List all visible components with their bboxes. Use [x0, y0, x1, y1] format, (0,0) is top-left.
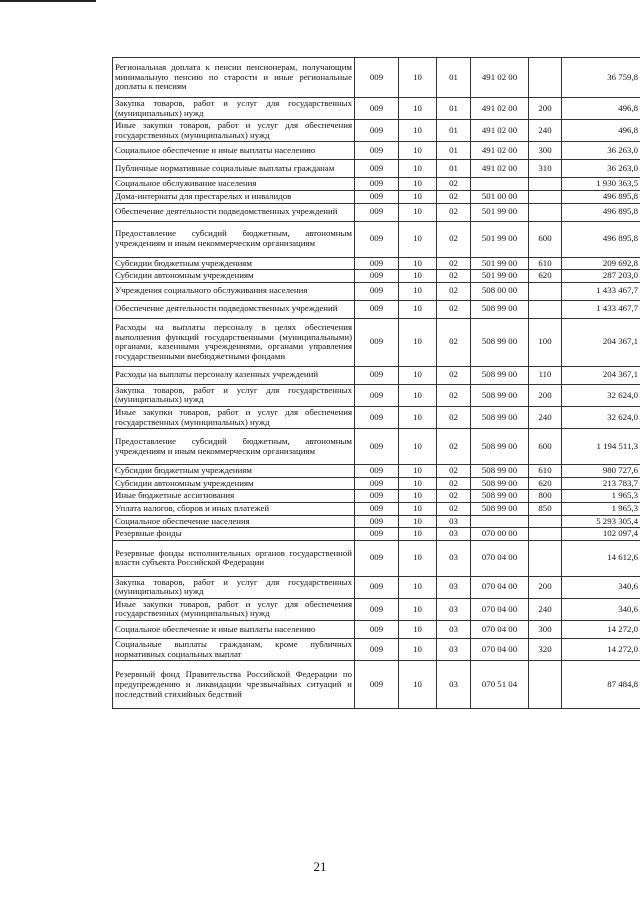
row-name: Резервный фонд Правительства Российской Федерации по предупреждению и ликвидации чрезвычайных ситуаций и последствий стихийных бедствий	[113, 661, 355, 709]
target-article: 508 99 00	[471, 384, 529, 406]
section-code: 10	[399, 203, 437, 221]
target-article: 508 99 00	[471, 366, 529, 384]
amount: 5 293 305,4	[562, 515, 640, 528]
expense-type	[529, 528, 562, 541]
table-row	[113, 515, 640, 528]
target-article	[471, 515, 529, 528]
ved-code: 009	[355, 98, 399, 120]
amount: 204 367,1	[562, 318, 640, 366]
section-code: 10	[399, 465, 437, 478]
section-code: 10	[399, 300, 437, 318]
target-article: 070 04 00	[471, 540, 529, 576]
table-row	[113, 160, 640, 178]
amount: 340,6	[562, 576, 640, 598]
ved-code: 009	[355, 120, 399, 142]
target-article: 501 99 00	[471, 270, 529, 283]
target-article: 508 99 00	[471, 465, 529, 478]
ved-code: 009	[355, 282, 399, 300]
table-row	[113, 384, 640, 406]
target-article: 508 99 00	[471, 429, 529, 465]
amount: 32 624,0	[562, 384, 640, 406]
expense-type	[529, 515, 562, 528]
section-code: 10	[399, 528, 437, 541]
section-code: 10	[399, 621, 437, 639]
subsection-code: 03	[437, 540, 471, 576]
row-name: Субсидии автономным учреждениям	[113, 270, 355, 283]
row-name: Публичные нормативные социальные выплаты гражданам	[113, 160, 355, 178]
table-row	[113, 282, 640, 300]
table-row	[113, 528, 640, 541]
section-code: 10	[399, 221, 437, 257]
ved-code: 009	[355, 540, 399, 576]
amount: 36 759,8	[562, 58, 640, 98]
expense-type: 240	[529, 120, 562, 142]
ved-code: 009	[355, 406, 399, 428]
expense-type: 610	[529, 257, 562, 270]
target-article: 508 99 00	[471, 318, 529, 366]
table-row	[113, 257, 640, 270]
amount: 36 263,0	[562, 142, 640, 160]
ved-code: 009	[355, 639, 399, 661]
table-row	[113, 300, 640, 318]
amount: 204 367,1	[562, 366, 640, 384]
section-code: 10	[399, 661, 437, 709]
target-article: 491 02 00	[471, 142, 529, 160]
subsection-code: 02	[437, 490, 471, 503]
expense-type: 100	[529, 318, 562, 366]
row-name: Закупка товаров, работ и услуг для государственных (муниципальных) нужд	[113, 98, 355, 120]
section-code: 10	[399, 477, 437, 490]
row-name: Расходы на выплаты персоналу в целях обеспечения выполнения функций государственными (муниципальными) органами, казенными учреждениями, органами управления государственными внебюджетными фондами	[113, 318, 355, 366]
expense-type: 240	[529, 406, 562, 428]
target-article: 501 00 00	[471, 190, 529, 203]
table-row	[113, 429, 640, 465]
subsection-code: 02	[437, 384, 471, 406]
table-row	[113, 98, 640, 120]
ved-code: 009	[355, 465, 399, 478]
expense-type: 300	[529, 142, 562, 160]
section-code: 10	[399, 429, 437, 465]
ved-code: 009	[355, 160, 399, 178]
expense-type	[529, 661, 562, 709]
expense-type	[529, 178, 562, 191]
table-row	[113, 465, 640, 478]
row-name: Закупка товаров, работ и услуг для государственных (муниципальных) нужд	[113, 576, 355, 598]
ved-code: 009	[355, 178, 399, 191]
target-article: 501 99 00	[471, 203, 529, 221]
amount: 980 727,6	[562, 465, 640, 478]
ved-code: 009	[355, 528, 399, 541]
target-article: 070 04 00	[471, 621, 529, 639]
target-article: 491 02 00	[471, 160, 529, 178]
expense-type: 600	[529, 221, 562, 257]
table-row	[113, 639, 640, 661]
subsection-code: 01	[437, 98, 471, 120]
subsection-code: 02	[437, 270, 471, 283]
subsection-code: 02	[437, 300, 471, 318]
budget-table	[112, 57, 640, 709]
amount: 1 965,3	[562, 502, 640, 515]
amount: 340,6	[562, 598, 640, 620]
target-article: 491 02 00	[471, 98, 529, 120]
subsection-code: 02	[437, 502, 471, 515]
table-row	[113, 598, 640, 620]
subsection-code: 02	[437, 429, 471, 465]
row-name: Социальное обеспечение и иные выплаты населению	[113, 142, 355, 160]
section-code: 10	[399, 98, 437, 120]
subsection-code: 02	[437, 477, 471, 490]
section-code: 10	[399, 384, 437, 406]
table-row	[113, 142, 640, 160]
ved-code: 009	[355, 490, 399, 503]
amount: 496,8	[562, 120, 640, 142]
table-row	[113, 221, 640, 257]
section-code: 10	[399, 406, 437, 428]
section-code: 10	[399, 120, 437, 142]
amount: 14 272,0	[562, 639, 640, 661]
row-name: Иные закупки товаров, работ и услуг для обеспечения государственных (муниципальных) нужд	[113, 598, 355, 620]
amount: 1 433 467,7	[562, 282, 640, 300]
section-code: 10	[399, 366, 437, 384]
row-name: Иные закупки товаров, работ и услуг для обеспечения государственных (муниципальных) нужд	[113, 120, 355, 142]
amount: 1 194 511,3	[562, 429, 640, 465]
section-code: 10	[399, 282, 437, 300]
row-name: Закупка товаров, работ и услуг для государственных (муниципальных) нужд	[113, 384, 355, 406]
subsection-code: 02	[437, 257, 471, 270]
subsection-code: 02	[437, 190, 471, 203]
ved-code: 009	[355, 366, 399, 384]
ved-code: 009	[355, 477, 399, 490]
expense-type	[529, 300, 562, 318]
subsection-code: 03	[437, 639, 471, 661]
ved-code: 009	[355, 515, 399, 528]
subsection-code: 02	[437, 282, 471, 300]
ved-code: 009	[355, 502, 399, 515]
row-name: Социальное обслуживание населения	[113, 178, 355, 191]
target-article: 070 51 04	[471, 661, 529, 709]
subsection-code: 02	[437, 203, 471, 221]
page-number: 21	[313, 859, 327, 874]
expense-type: 600	[529, 429, 562, 465]
expense-type: 850	[529, 502, 562, 515]
section-code: 10	[399, 270, 437, 283]
subsection-code: 02	[437, 406, 471, 428]
table-row	[113, 406, 640, 428]
budget-table-body	[113, 58, 640, 709]
row-name: Резервные фонды	[113, 528, 355, 541]
section-code: 10	[399, 257, 437, 270]
section-code: 10	[399, 639, 437, 661]
expense-type: 200	[529, 576, 562, 598]
row-name: Резервные фонды исполнительных органов государственной власти субъекта Российской Федерации	[113, 540, 355, 576]
target-article: 508 99 00	[471, 502, 529, 515]
section-code: 10	[399, 502, 437, 515]
target-article: 070 04 00	[471, 639, 529, 661]
ved-code: 009	[355, 318, 399, 366]
table-row	[113, 366, 640, 384]
ved-code: 009	[355, 257, 399, 270]
target-article: 491 02 00	[471, 58, 529, 98]
subsection-code: 01	[437, 120, 471, 142]
row-name: Субсидии бюджетным учреждениям	[113, 257, 355, 270]
ved-code: 009	[355, 300, 399, 318]
subsection-code: 01	[437, 142, 471, 160]
amount: 496 895,8	[562, 221, 640, 257]
expense-type: 200	[529, 98, 562, 120]
amount: 102 097,4	[562, 528, 640, 541]
row-name: Дома-интернаты для престарелых и инвалидов	[113, 190, 355, 203]
target-article: 501 99 00	[471, 257, 529, 270]
ved-code: 009	[355, 142, 399, 160]
subsection-code: 03	[437, 515, 471, 528]
row-name: Субсидии бюджетным учреждениям	[113, 465, 355, 478]
expense-type: 610	[529, 465, 562, 478]
row-name: Предоставление субсидий бюджетным, автономным учреждениям и иным некоммерческим организациям	[113, 221, 355, 257]
header-rule	[0, 0, 96, 2]
amount: 36 263,0	[562, 160, 640, 178]
section-code: 10	[399, 540, 437, 576]
amount: 213 783,7	[562, 477, 640, 490]
amount: 14 272,0	[562, 621, 640, 639]
ved-code: 009	[355, 203, 399, 221]
target-article: 508 99 00	[471, 477, 529, 490]
table-row	[113, 661, 640, 709]
expense-type	[529, 282, 562, 300]
table-row	[113, 178, 640, 191]
table-row	[113, 58, 640, 98]
expense-type: 620	[529, 270, 562, 283]
table-row	[113, 477, 640, 490]
amount: 496,8	[562, 98, 640, 120]
expense-type	[529, 203, 562, 221]
ved-code: 009	[355, 190, 399, 203]
expense-type	[529, 190, 562, 203]
target-article: 508 00 00	[471, 282, 529, 300]
section-code: 10	[399, 160, 437, 178]
expense-type: 310	[529, 160, 562, 178]
amount: 14 612,6	[562, 540, 640, 576]
subsection-code: 02	[437, 366, 471, 384]
target-article: 070 04 00	[471, 598, 529, 620]
subsection-code: 02	[437, 178, 471, 191]
amount: 496 895,8	[562, 190, 640, 203]
amount: 32 624,0	[562, 406, 640, 428]
row-name: Предоставление субсидий бюджетным, автономным учреждениям и иным некоммерческим организациям	[113, 429, 355, 465]
table-row	[113, 190, 640, 203]
target-article: 508 99 00	[471, 490, 529, 503]
section-code: 10	[399, 142, 437, 160]
target-article: 501 99 00	[471, 221, 529, 257]
expense-type: 800	[529, 490, 562, 503]
row-name: Субсидии автономным учреждениям	[113, 477, 355, 490]
table-row	[113, 621, 640, 639]
subsection-code: 03	[437, 621, 471, 639]
target-article: 070 04 00	[471, 576, 529, 598]
ved-code: 009	[355, 384, 399, 406]
table-row	[113, 203, 640, 221]
expense-type: 200	[529, 384, 562, 406]
row-name: Иные закупки товаров, работ и услуг для обеспечения государственных (муниципальных) нужд	[113, 406, 355, 428]
target-article	[471, 178, 529, 191]
row-name: Социальные выплаты гражданам, кроме публичных нормативных социальных выплат	[113, 639, 355, 661]
target-article: 508 99 00	[471, 406, 529, 428]
target-article: 070 00 00	[471, 528, 529, 541]
section-code: 10	[399, 515, 437, 528]
section-code: 10	[399, 598, 437, 620]
ved-code: 009	[355, 576, 399, 598]
amount: 1 433 467,7	[562, 300, 640, 318]
row-name: Региональная доплата к пенсии пенсионерам, получающим минимальную пенсию по старости и иные региональные доплаты к пенсиям	[113, 58, 355, 98]
expense-type	[529, 58, 562, 98]
amount: 209 692,8	[562, 257, 640, 270]
table-row	[113, 270, 640, 283]
section-code: 10	[399, 490, 437, 503]
ved-code: 009	[355, 598, 399, 620]
amount: 1 930 363,5	[562, 178, 640, 191]
ved-code: 009	[355, 429, 399, 465]
ved-code: 009	[355, 58, 399, 98]
row-name: Обеспечение деятельности подведомственных учреждений	[113, 203, 355, 221]
amount: 287 203,0	[562, 270, 640, 283]
table-row	[113, 540, 640, 576]
ved-code: 009	[355, 661, 399, 709]
subsection-code: 01	[437, 58, 471, 98]
amount: 496 895,8	[562, 203, 640, 221]
table-row	[113, 318, 640, 366]
section-code: 10	[399, 190, 437, 203]
row-name: Расходы на выплаты персоналу казенных учреждений	[113, 366, 355, 384]
section-code: 10	[399, 318, 437, 366]
subsection-code: 03	[437, 598, 471, 620]
ved-code: 009	[355, 621, 399, 639]
expense-type	[529, 540, 562, 576]
expense-type: 300	[529, 621, 562, 639]
subsection-code: 01	[437, 160, 471, 178]
target-article: 491 02 00	[471, 120, 529, 142]
row-name: Обеспечение деятельности подведомственных учреждений	[113, 300, 355, 318]
row-name: Социальное обеспечение и иные выплаты населению	[113, 621, 355, 639]
table-row	[113, 502, 640, 515]
subsection-code: 03	[437, 576, 471, 598]
target-article: 508 99 00	[471, 300, 529, 318]
expense-type: 620	[529, 477, 562, 490]
table-row	[113, 576, 640, 598]
row-name: Иные бюджетные ассигнования	[113, 490, 355, 503]
expense-type: 320	[529, 639, 562, 661]
subsection-code: 02	[437, 221, 471, 257]
amount: 1 965,3	[562, 490, 640, 503]
table-row	[113, 490, 640, 503]
amount: 87 484,8	[562, 661, 640, 709]
expense-type: 240	[529, 598, 562, 620]
section-code: 10	[399, 576, 437, 598]
subsection-code: 03	[437, 528, 471, 541]
ved-code: 009	[355, 270, 399, 283]
ved-code: 009	[355, 221, 399, 257]
subsection-code: 02	[437, 318, 471, 366]
table-row	[113, 120, 640, 142]
expense-type: 110	[529, 366, 562, 384]
section-code: 10	[399, 178, 437, 191]
subsection-code: 03	[437, 661, 471, 709]
section-code: 10	[399, 58, 437, 98]
row-name: Уплата налогов, сборов и иных платежей	[113, 502, 355, 515]
row-name: Социальное обеспечение населения	[113, 515, 355, 528]
subsection-code: 02	[437, 465, 471, 478]
row-name: Учреждения социального обслуживания населения	[113, 282, 355, 300]
